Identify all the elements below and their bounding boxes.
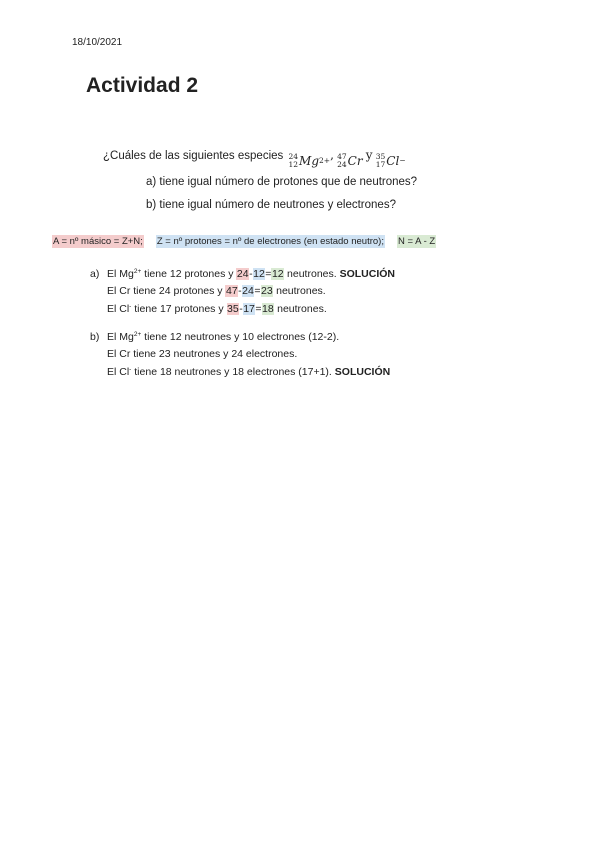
answer-text: neutrones. [273, 284, 326, 297]
answer-text: El Mg [107, 268, 134, 280]
answer-text: neutrones. [284, 268, 340, 280]
nuclide-mg [288, 153, 330, 168]
list-marker: b) [90, 331, 100, 343]
answer-text: El Mg [107, 331, 134, 343]
mass-value: 35 [227, 303, 239, 315]
operator: = [254, 284, 261, 297]
atomic-number-definition: Z = nº protones = nº de electrones (en estado neutro); [156, 236, 384, 247]
question-part-a: a) tiene igual número de protones que de neutrones? [146, 176, 418, 188]
atomic-number: 24 [337, 159, 347, 169]
ion-charge: - [129, 366, 132, 373]
solution-label: SOLUCIÓN [334, 366, 391, 378]
neutron-number-definition: N = A - Z [397, 236, 436, 247]
separator: y [365, 148, 373, 162]
atomic-number: 12 [288, 159, 299, 169]
species-list [288, 148, 405, 168]
ion-charge: 2+ [133, 268, 142, 275]
answer-text: tiene 18 neutrones y 18 electrones (17+1). [131, 366, 335, 378]
operator: - [239, 303, 243, 315]
answer-text: tiene 12 neutrones y 10 electrones (12-2). [141, 331, 340, 343]
atomic-value: 12 [253, 268, 265, 280]
element-symbol: Cr [347, 153, 363, 168]
answer-text: El Cr tiene 24 protones y [107, 284, 226, 297]
answer-text: El Cl [107, 366, 130, 378]
atomic-value: 24 [242, 284, 254, 297]
mass-value: 24 [236, 268, 249, 280]
document-date: 18/10/2021 [72, 37, 123, 48]
answer-a-cl [90, 299, 395, 318]
solution-label: SOLUCIÓN [339, 268, 395, 280]
answer-text: tiene 12 protones y [141, 268, 237, 280]
mass-number: 24 [288, 152, 299, 161]
answer-text: neutrones. [274, 303, 327, 315]
mass-number: 35 [375, 152, 386, 161]
mass-number: 47 [337, 152, 347, 161]
ion-charge: 2+ [133, 331, 142, 338]
nuclide-cr [337, 153, 362, 168]
answer-text: tiene 17 protones y [131, 303, 227, 315]
answer-a-mg [90, 264, 395, 283]
page-title: Actividad 2 [86, 74, 199, 97]
question-text [103, 148, 406, 168]
neutron-value: 12 [271, 268, 284, 280]
operator: = [255, 303, 262, 315]
atomic-number: 17 [375, 159, 386, 169]
separator: , [330, 148, 334, 162]
question-part-b: b) tiene igual número de neutrones y electrones? [146, 199, 396, 211]
charge: 2+ [319, 156, 331, 165]
answer-a-cr [90, 283, 395, 300]
neutron-value: 23 [261, 284, 273, 297]
element-symbol: Cl [386, 153, 400, 168]
operator: - [238, 284, 242, 297]
neutron-value: 18 [262, 303, 274, 315]
atomic-value: 17 [243, 303, 255, 315]
answer-block-a [90, 264, 395, 318]
nuclide-cl [376, 153, 406, 168]
question-prefix: ¿Cuáles de las siguientes especies [103, 150, 284, 162]
element-symbol: Mg [299, 153, 319, 168]
answer-b-mg [90, 327, 390, 346]
mass-value: 47 [225, 284, 238, 297]
ion-charge: - [129, 303, 132, 310]
operator: - [249, 268, 253, 280]
operator: = [265, 268, 272, 280]
answer-text: El Cl [107, 303, 130, 315]
answer-block-b [90, 327, 390, 381]
answer-b-cl [90, 362, 390, 381]
charge: − [399, 156, 406, 165]
answer-b-cr: El Cr tiene 23 neutrones y 24 electrones. [107, 347, 298, 360]
list-marker: a) [90, 268, 100, 280]
formula-legend [52, 236, 436, 247]
mass-number-definition: A = nº másico = Z+N; [53, 236, 143, 247]
